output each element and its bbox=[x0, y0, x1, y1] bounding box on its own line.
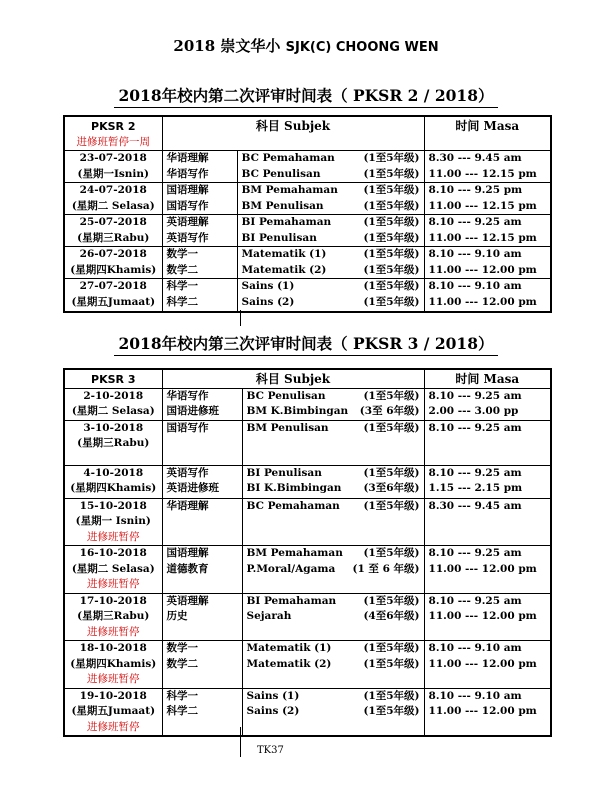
pksr2-code-header: PKSR 2 进修班暂停一周 bbox=[64, 116, 162, 151]
table-row bbox=[64, 247, 551, 279]
table-row bbox=[64, 279, 551, 312]
subject-2: Sejarah bbox=[246, 610, 292, 622]
subject-cn-2: 历史 bbox=[166, 610, 188, 622]
time-cell bbox=[424, 420, 551, 465]
footer-code: TK37 bbox=[257, 745, 284, 756]
subject-cell bbox=[242, 465, 424, 498]
subject-1: Matematik (1) bbox=[241, 248, 327, 260]
pksr3-subject-header: 科目 Subjek bbox=[162, 369, 424, 388]
subject-1: BI Pemahaman bbox=[246, 594, 337, 607]
date-cell bbox=[64, 279, 162, 312]
subject-1: Sains (1) bbox=[241, 280, 295, 292]
date: 27-07-2018 bbox=[79, 280, 147, 292]
level-1: (1至5年级) bbox=[363, 184, 420, 196]
time-1: 8.10 --- 9.25 am bbox=[428, 389, 522, 402]
date-cell bbox=[64, 641, 162, 689]
subject-2: Matematik (2) bbox=[241, 263, 327, 276]
subject-cn-1: 华语理解 bbox=[166, 152, 209, 164]
date-cell bbox=[64, 546, 162, 594]
date: 24-07-2018 bbox=[79, 184, 147, 196]
time-1: 8.30 --- 9.45 am bbox=[428, 152, 522, 164]
date-cell bbox=[64, 183, 162, 215]
subject-2: Sains (2) bbox=[241, 295, 295, 308]
subject-cn-2: 国语进修班 bbox=[166, 405, 219, 417]
level-2: (1 至 6 年级) bbox=[352, 562, 420, 575]
time-2: 11.00 --- 12.00 pm bbox=[428, 610, 537, 622]
level-1: (1至5年级) bbox=[363, 499, 420, 512]
level-1: (1至5年级) bbox=[363, 389, 420, 402]
subject-2: Matematik (2) bbox=[246, 657, 332, 670]
divider-line bbox=[240, 310, 241, 326]
subject-cn-2: 华语写作 bbox=[166, 167, 209, 180]
subject-cn-cell bbox=[162, 247, 237, 279]
weekday: (星期三Rabu) bbox=[77, 610, 150, 622]
date: 26-07-2018 bbox=[79, 248, 147, 260]
time-cell bbox=[424, 641, 551, 689]
time-cell bbox=[424, 279, 551, 312]
title-school-en: SJK(C) CHOONG WEN bbox=[285, 40, 439, 55]
title-school-cn: 崇文华小 bbox=[220, 37, 281, 55]
pksr3-time-header: 时间 Masa bbox=[424, 369, 551, 388]
weekday: (星期二 Selasa) bbox=[71, 405, 155, 417]
page-title bbox=[0, 35, 612, 56]
time-cell bbox=[424, 247, 551, 279]
class-note: 进修班暂停 bbox=[87, 720, 140, 733]
level-2: (1至5年级) bbox=[363, 199, 420, 212]
weekday: (星期四Khamis) bbox=[70, 482, 157, 494]
subject-cell bbox=[242, 546, 424, 594]
subject-cn-cell bbox=[162, 546, 242, 594]
time-1: 8.10 --- 9.10 am bbox=[428, 248, 522, 260]
subject-1: BM Pemahaman bbox=[246, 547, 343, 559]
time-1: 8.10 --- 9.25 pm bbox=[428, 184, 523, 196]
date-cell bbox=[64, 688, 162, 736]
time-1: 8.10 --- 9.10 am bbox=[428, 642, 522, 654]
date: 16-10-2018 bbox=[79, 547, 147, 559]
time-1: 8.10 --- 9.25 am bbox=[428, 216, 522, 228]
subject-cn-cell bbox=[162, 151, 237, 183]
subject-2: Sains (2) bbox=[246, 705, 300, 717]
subject-cell bbox=[242, 420, 424, 465]
time-cell bbox=[424, 151, 551, 183]
time-cell bbox=[424, 183, 551, 215]
class-note: 进修班暂停 bbox=[87, 673, 140, 685]
pksr3-header-row bbox=[64, 369, 551, 388]
level-1: (1至5年级) bbox=[363, 547, 420, 559]
time-1: 8.10 --- 9.25 am bbox=[428, 421, 522, 434]
subject-cell bbox=[237, 215, 424, 247]
subject-cell bbox=[242, 388, 424, 420]
pksr2-note: 进修班暂停一周 bbox=[76, 135, 150, 148]
pksr2-header-row bbox=[64, 116, 551, 151]
date: 19-10-2018 bbox=[79, 689, 147, 702]
time-1: 8.10 --- 9.10 am bbox=[428, 280, 522, 292]
time-1: 8.10 --- 9.25 am bbox=[428, 466, 522, 479]
weekday: (星期四Khamis) bbox=[70, 657, 157, 670]
class-note: 进修班暂停 bbox=[87, 625, 140, 638]
time-cell bbox=[424, 593, 551, 641]
subject-cell bbox=[242, 641, 424, 689]
level-1: (1至5年级) bbox=[363, 248, 420, 260]
level-1: (1至5年级) bbox=[363, 152, 420, 164]
time-2: 11.00 --- 12.00 pm bbox=[428, 562, 537, 575]
subject-2: BM Penulisan bbox=[241, 199, 324, 212]
subject-cn-cell bbox=[162, 593, 242, 641]
subject-cell bbox=[242, 593, 424, 641]
subject-cn-2: 国语写作 bbox=[166, 199, 209, 212]
time-cell bbox=[424, 465, 551, 498]
time-cell bbox=[424, 215, 551, 247]
subject-cn-2: 数学二 bbox=[166, 263, 198, 276]
date: 18-10-2018 bbox=[79, 642, 147, 654]
level-2: (1至5年级) bbox=[363, 295, 420, 308]
time-2: 11.00 --- 12.00 pm bbox=[428, 705, 537, 717]
class-note: 进修班暂停 bbox=[87, 530, 140, 543]
time-2: 11.00 --- 12.00 pm bbox=[428, 657, 537, 670]
table-row bbox=[64, 546, 551, 594]
table-row bbox=[64, 465, 551, 498]
weekday: (星期二 Selasa) bbox=[71, 562, 155, 575]
date: 3-10-2018 bbox=[83, 421, 144, 434]
weekday: (星期五Jumaat) bbox=[71, 705, 156, 717]
divider-line-bottom bbox=[240, 727, 241, 757]
class-note: 进修班暂停 bbox=[87, 578, 140, 590]
date-cell bbox=[64, 420, 162, 465]
date-cell bbox=[64, 593, 162, 641]
subject-2: BC Penulisan bbox=[241, 167, 321, 180]
subject-2: P.Moral/Agama bbox=[246, 562, 336, 575]
subject-cn-1: 英语写作 bbox=[166, 466, 209, 479]
table-row bbox=[64, 420, 551, 465]
subject-1: BC Penulisan bbox=[246, 389, 326, 402]
level-1: (1至5年级) bbox=[363, 216, 420, 228]
weekday: (星期二 Selasa) bbox=[71, 199, 155, 212]
level-2: (1至5年级) bbox=[363, 263, 420, 276]
subject-1: BI Penulisan bbox=[246, 466, 322, 479]
subject-cell bbox=[242, 498, 424, 546]
subject-1: BC Pemahaman bbox=[246, 499, 340, 512]
pksr3-table bbox=[63, 368, 552, 737]
pksr2-subject-header: 科目 Subjek bbox=[162, 116, 424, 151]
subject-cn-2: 英语写作 bbox=[166, 231, 209, 244]
weekday: (星期五Jumaat) bbox=[71, 295, 156, 308]
subject-cell bbox=[237, 247, 424, 279]
table-row bbox=[64, 688, 551, 736]
subject-cn-1: 国语理解 bbox=[166, 547, 209, 559]
weekday: (星期三Rabu) bbox=[77, 231, 150, 244]
time-1: 8.10 --- 9.10 am bbox=[428, 689, 522, 702]
time-1: 8.10 --- 9.25 am bbox=[428, 547, 522, 559]
subject-cn-cell bbox=[162, 641, 242, 689]
time-2: 2.00 --- 3.00 pp bbox=[428, 405, 519, 417]
level-2: (1至5年级) bbox=[363, 705, 420, 717]
date-cell bbox=[64, 151, 162, 183]
time-2: 11.00 --- 12.15 pm bbox=[428, 199, 537, 212]
subject-2: BI K.Bimbingan bbox=[246, 482, 342, 494]
time-2: 11.00 --- 12.15 pm bbox=[428, 231, 537, 244]
time-cell bbox=[424, 388, 551, 420]
subject-cn-cell bbox=[162, 498, 242, 546]
weekday: (星期一Isnin) bbox=[77, 167, 150, 180]
weekday: (星期一 Isnin) bbox=[75, 515, 151, 527]
time-cell bbox=[424, 498, 551, 546]
time-1: 8.10 --- 9.25 am bbox=[428, 594, 522, 607]
weekday: (星期四Khamis) bbox=[70, 263, 157, 276]
table-row bbox=[64, 641, 551, 689]
subject-cell bbox=[242, 688, 424, 736]
subject-cn-cell bbox=[162, 388, 242, 420]
level-1: (1至5年级) bbox=[363, 280, 420, 292]
level-1: (1至5年级) bbox=[363, 689, 420, 702]
subject-cn-2: 道德教育 bbox=[166, 562, 209, 575]
date: 25-07-2018 bbox=[79, 216, 147, 228]
subject-cn-1: 英语理解 bbox=[166, 216, 209, 228]
table-row bbox=[64, 215, 551, 247]
pksr3-code-header: PKSR 3 bbox=[64, 369, 162, 388]
level-2: (1至5年级) bbox=[363, 231, 420, 244]
date: 2-10-2018 bbox=[83, 389, 144, 402]
level-1: (1至5年级) bbox=[363, 421, 420, 434]
date: 4-10-2018 bbox=[83, 466, 144, 479]
level-2: (3至6年级) bbox=[363, 482, 420, 494]
subject-cn-1: 数学一 bbox=[166, 248, 198, 260]
level-2: (4至6年级) bbox=[363, 610, 420, 622]
pksr2-table bbox=[63, 115, 552, 313]
subject-cn-1: 科学一 bbox=[166, 280, 198, 292]
date: 17-10-2018 bbox=[79, 594, 147, 607]
table-row bbox=[64, 388, 551, 420]
time-2: 11.00 --- 12.00 pm bbox=[428, 263, 537, 276]
table-row bbox=[64, 151, 551, 183]
subject-1: Sains (1) bbox=[246, 689, 300, 702]
subject-2: BM K.Bimbingan bbox=[246, 405, 349, 417]
date: 15-10-2018 bbox=[79, 499, 147, 512]
subject-1: BM Penulisan bbox=[246, 421, 329, 434]
level-2: (1至5年级) bbox=[363, 657, 420, 670]
level-1: (1至5年级) bbox=[363, 594, 420, 607]
date-cell bbox=[64, 388, 162, 420]
subject-1: BM Pemahaman bbox=[241, 184, 338, 196]
pksr2-title: 2018年校内第二次评审时间表（ PKSR 2 / 2018） bbox=[0, 84, 612, 108]
subject-cn-1: 科学一 bbox=[166, 689, 198, 702]
date-cell bbox=[64, 215, 162, 247]
level-1: (1至5年级) bbox=[363, 642, 420, 654]
date-cell bbox=[64, 498, 162, 546]
time-2: 1.15 --- 2.15 pm bbox=[428, 482, 523, 494]
subject-2: BI Penulisan bbox=[241, 231, 317, 244]
subject-cn-1: 国语写作 bbox=[166, 421, 209, 434]
subject-cn-cell bbox=[162, 215, 237, 247]
level-2: (3至 6年级) bbox=[359, 405, 420, 417]
subject-cn-cell bbox=[162, 465, 242, 498]
subject-cn-2: 科学二 bbox=[166, 295, 198, 308]
time-1: 8.30 --- 9.45 am bbox=[428, 499, 522, 512]
subject-cn-cell bbox=[162, 420, 242, 465]
title-year: 2018 bbox=[173, 37, 216, 55]
time-2: 11.00 --- 12.15 pm bbox=[428, 167, 537, 180]
table-row bbox=[64, 183, 551, 215]
subject-cn-1: 数学一 bbox=[166, 642, 198, 654]
date: 23-07-2018 bbox=[79, 152, 147, 164]
subject-cn-cell bbox=[162, 183, 237, 215]
subject-1: BI Pemahaman bbox=[241, 216, 332, 228]
subject-cell bbox=[237, 151, 424, 183]
subject-cn-1: 华语理解 bbox=[166, 499, 209, 512]
date-cell bbox=[64, 465, 162, 498]
subject-cn-1: 英语理解 bbox=[166, 594, 209, 607]
level-2: (1至5年级) bbox=[363, 167, 420, 180]
time-cell bbox=[424, 546, 551, 594]
pksr2-time-header: 时间 Masa bbox=[424, 116, 551, 151]
level-1: (1至5年级) bbox=[363, 466, 420, 479]
subject-cn-cell bbox=[162, 688, 242, 736]
subject-cn-2: 科学二 bbox=[166, 705, 198, 717]
subject-cn-2: 英语进修班 bbox=[166, 482, 219, 494]
subject-cn-2: 数学二 bbox=[166, 657, 198, 670]
table-row bbox=[64, 593, 551, 641]
subject-1: BC Pemahaman bbox=[241, 152, 335, 164]
subject-cn-1: 华语写作 bbox=[166, 389, 209, 402]
date-cell bbox=[64, 247, 162, 279]
subject-cn-cell bbox=[162, 279, 237, 312]
subject-cell bbox=[237, 279, 424, 312]
subject-cn-1: 国语理解 bbox=[166, 184, 209, 196]
subject-1: Matematik (1) bbox=[246, 642, 332, 654]
pksr3-title: 2018年校内第三次评审时间表（ PKSR 3 / 2018） bbox=[0, 332, 612, 356]
time-cell bbox=[424, 688, 551, 736]
table-row bbox=[64, 498, 551, 546]
time-2: 11.00 --- 12.00 pm bbox=[428, 295, 537, 308]
subject-cell bbox=[237, 183, 424, 215]
weekday: (星期三Rabu) bbox=[77, 437, 150, 449]
